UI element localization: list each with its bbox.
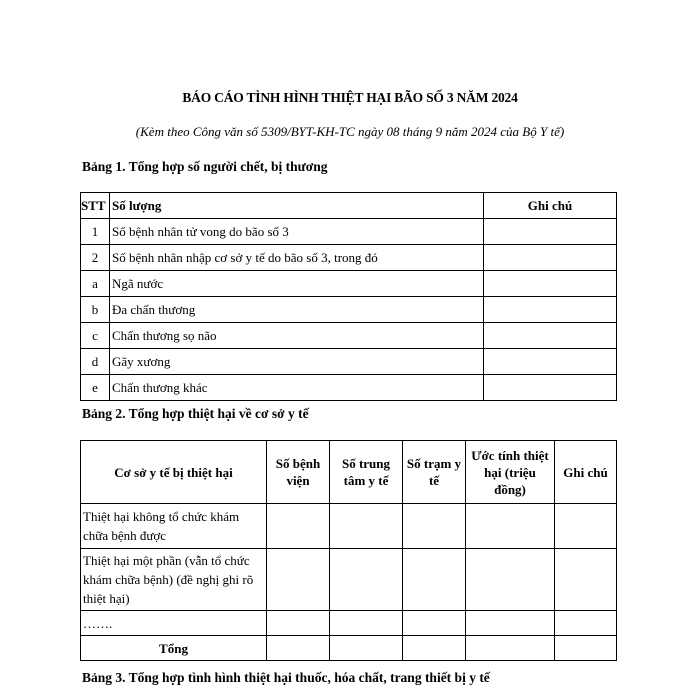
casualty-table [80, 192, 617, 401]
row-note-cell [484, 245, 617, 271]
row-note-cell [484, 323, 617, 349]
row-cell [403, 611, 466, 636]
header-estimate: Ước tính thiệt hại (triệu đồng) [466, 441, 555, 504]
row-cell [555, 636, 617, 661]
row-label: Gãy xương [110, 349, 484, 375]
row-stt: 1 [81, 219, 110, 245]
table-row [81, 549, 617, 611]
row-stt: c [81, 323, 110, 349]
row-label: Thiệt hại một phần (vẫn tổ chức khám chữa bệnh) (đề nghị ghi rõ thiệt hại) [81, 549, 267, 611]
row-cell [330, 636, 403, 661]
header-facility: Cơ sở y tế bị thiệt hại [81, 441, 267, 504]
row-cell [466, 504, 555, 549]
row-note-cell [484, 219, 617, 245]
row-label: Ngã nước [110, 271, 484, 297]
row-label: Chấn thương sọ não [110, 323, 484, 349]
table-row [81, 245, 617, 271]
row-label: Đa chấn thương [110, 297, 484, 323]
row-cell [330, 549, 403, 611]
row-label: Thiệt hại không tổ chức khám chữa bệnh được [81, 504, 267, 549]
table-row [81, 349, 617, 375]
row-cell [330, 611, 403, 636]
row-note-cell [484, 297, 617, 323]
table-row [81, 271, 617, 297]
row-cell [403, 549, 466, 611]
table-total-row [81, 636, 617, 661]
row-cell [466, 636, 555, 661]
row-label: ……. [81, 611, 267, 636]
row-stt: b [81, 297, 110, 323]
header-quantity: Số lượng [110, 193, 484, 219]
table3-heading: Bảng 3. Tổng hợp tình hình thiệt hại thuốc, hóa chất, trang thiết bị y tế [82, 670, 490, 685]
table-header-row [81, 441, 617, 504]
table-header-row [81, 193, 617, 219]
row-note-cell [484, 349, 617, 375]
row-cell [466, 611, 555, 636]
row-note-cell [484, 271, 617, 297]
row-cell [330, 504, 403, 549]
document-subtitle: (Kèm theo Công văn số 5309/BYT-KH-TC ngày 08 tháng 9 năm 2024 của Bộ Y tế) [135, 124, 565, 139]
row-cell [403, 636, 466, 661]
header-centers: Số trung tâm y tế [330, 441, 403, 504]
facility-damage-table [80, 440, 617, 661]
table2-heading: Bảng 2. Tổng hợp thiệt hại về cơ sở y tế [82, 406, 309, 421]
header-note: Ghi chú [555, 441, 617, 504]
row-cell [267, 611, 330, 636]
row-cell [555, 549, 617, 611]
document-title: BÁO CÁO TÌNH HÌNH THIỆT HẠI BÃO SỐ 3 NĂM 2024 [182, 90, 518, 105]
row-stt: a [81, 271, 110, 297]
row-stt: e [81, 375, 110, 401]
header-stt: STT [81, 193, 110, 219]
table-row [81, 375, 617, 401]
row-cell [555, 611, 617, 636]
table1-heading: Bảng 1. Tổng hợp số người chết, bị thương [82, 159, 328, 174]
row-cell [267, 504, 330, 549]
row-cell [267, 549, 330, 611]
header-stations: Số trạm y tế [403, 441, 466, 504]
header-hospitals: Số bệnh viện [267, 441, 330, 504]
total-label: Tổng [81, 636, 267, 661]
row-stt: d [81, 349, 110, 375]
table-row [81, 504, 617, 549]
row-stt: 2 [81, 245, 110, 271]
header-note: Ghi chú [484, 193, 617, 219]
table-row [81, 323, 617, 349]
row-label: Số bệnh nhân tử vong do bão số 3 [110, 219, 484, 245]
row-label: Số bệnh nhân nhập cơ sở y tế do bão số 3, trong đó [110, 245, 484, 271]
row-label: Chấn thương khác [110, 375, 484, 401]
table-row [81, 297, 617, 323]
row-cell [466, 549, 555, 611]
row-note-cell [484, 375, 617, 401]
row-cell [403, 504, 466, 549]
table-row [81, 611, 617, 636]
row-cell [555, 504, 617, 549]
table-row [81, 219, 617, 245]
row-cell [267, 636, 330, 661]
